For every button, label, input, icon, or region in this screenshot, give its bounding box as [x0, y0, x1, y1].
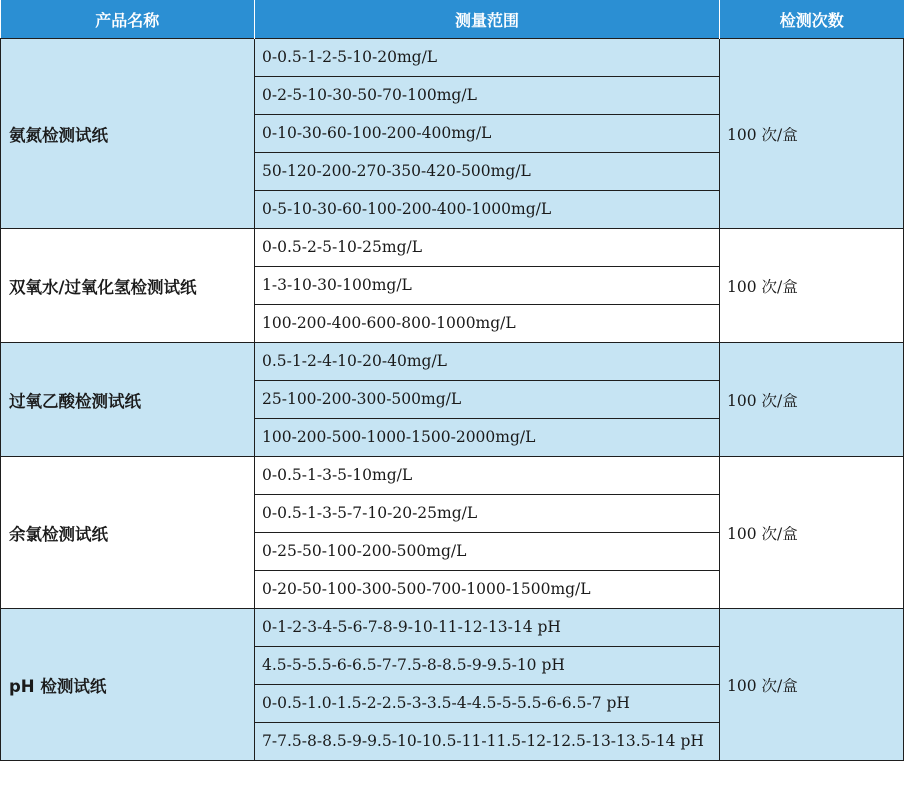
test-count: 100 次/盒	[720, 39, 904, 229]
product-name: 双氧水/过氧化氢检测试纸	[1, 229, 255, 343]
range-cell: 0-0.5-1-3-5-10mg/L	[255, 457, 720, 495]
header-measure-range: 测量范围	[255, 0, 720, 39]
header-product-name: 产品名称	[1, 0, 255, 39]
range-cell: 7-7.5-8-8.5-9-9.5-10-10.5-11-11.5-12-12.5-13-13.5-14 pH	[255, 723, 720, 761]
product-name: 氨氮检测试纸	[1, 39, 255, 229]
table-row	[1, 229, 904, 267]
product-name: pH 检测试纸	[1, 609, 255, 761]
table-row	[1, 457, 904, 495]
table-row	[1, 609, 904, 647]
range-cell: 0-25-50-100-200-500mg/L	[255, 533, 720, 571]
range-cell: 0-0.5-1-3-5-7-10-20-25mg/L	[255, 495, 720, 533]
header-test-count: 检测次数	[720, 0, 904, 39]
range-cell: 50-120-200-270-350-420-500mg/L	[255, 153, 720, 191]
range-cell: 0.5-1-2-4-10-20-40mg/L	[255, 343, 720, 381]
range-cell: 25-100-200-300-500mg/L	[255, 381, 720, 419]
range-cell: 100-200-500-1000-1500-2000mg/L	[255, 419, 720, 457]
range-cell: 0-2-5-10-30-50-70-100mg/L	[255, 77, 720, 115]
test-count: 100 次/盒	[720, 343, 904, 457]
test-count: 100 次/盒	[720, 229, 904, 343]
product-name: 余氯检测试纸	[1, 457, 255, 609]
test-count: 100 次/盒	[720, 457, 904, 609]
table-row	[1, 39, 904, 77]
range-cell: 100-200-400-600-800-1000mg/L	[255, 305, 720, 343]
range-cell: 0-20-50-100-300-500-700-1000-1500mg/L	[255, 571, 720, 609]
range-cell: 0-0.5-1-2-5-10-20mg/L	[255, 39, 720, 77]
product-name: 过氧乙酸检测试纸	[1, 343, 255, 457]
range-cell: 0-0.5-1.0-1.5-2-2.5-3-3.5-4-4.5-5-5.5-6-6.5-7 pH	[255, 685, 720, 723]
range-cell: 4.5-5-5.5-6-6.5-7-7.5-8-8.5-9-9.5-10 pH	[255, 647, 720, 685]
range-cell: 0-10-30-60-100-200-400mg/L	[255, 115, 720, 153]
range-cell: 0-5-10-30-60-100-200-400-1000mg/L	[255, 191, 720, 229]
table-row	[1, 343, 904, 381]
header-row	[1, 0, 904, 39]
range-cell: 1-3-10-30-100mg/L	[255, 267, 720, 305]
range-cell: 0-1-2-3-4-5-6-7-8-9-10-11-12-13-14 pH	[255, 609, 720, 647]
range-cell: 0-0.5-2-5-10-25mg/L	[255, 229, 720, 267]
test-count: 100 次/盒	[720, 609, 904, 761]
